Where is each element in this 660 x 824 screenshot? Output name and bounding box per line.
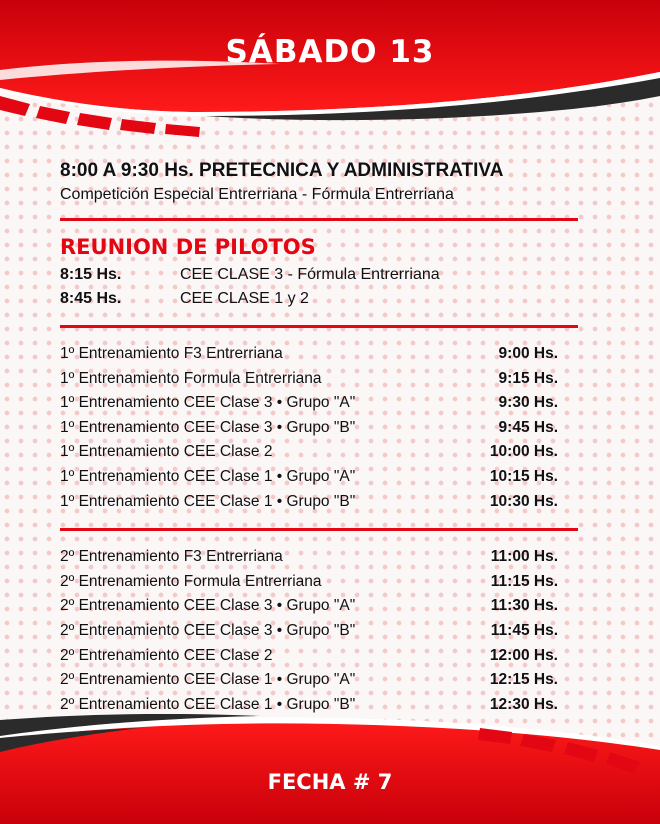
top-banner (0, 0, 660, 140)
session-label: 2º Entrenamiento CEE Clase 2 (60, 646, 273, 664)
session-time: 10:30 Hs. (489, 492, 558, 510)
session-time: 11:00 Hs. (490, 548, 558, 566)
session-label: 2º Entrenamiento CEE Clase 3 • Grupo "A" (60, 597, 356, 615)
session-label: 2º Entrenamiento CEE Clase 1 • Grupo "B" (60, 695, 356, 713)
session-row (60, 490, 558, 515)
session-row (60, 570, 558, 595)
session-label: 1º Entrenamiento F3 Entrerriana (60, 345, 283, 362)
session-time: 10:00 Hs. (489, 443, 558, 461)
schedule-content (60, 160, 558, 717)
session-label: 1º Entrenamiento CEE Clase 1 • Grupo "B" (60, 492, 356, 510)
session-time: 9:30 Hs. (498, 394, 558, 412)
session-time: 9:45 Hs. (498, 418, 558, 436)
session-label: 2º Entrenamiento CEE Clase 1 • Grupo "A" (60, 671, 356, 689)
first-training-list (60, 342, 558, 514)
session-label: 2º Entrenamiento CEE Clase 3 • Grupo "B" (60, 621, 356, 639)
session-time: 12:15 Hs. (489, 671, 558, 689)
session-time: 11:45 Hs. (490, 621, 558, 639)
session-time: 12:30 Hs. (489, 695, 558, 713)
session-row (60, 342, 558, 367)
section-divider (60, 528, 578, 531)
session-row (60, 391, 558, 416)
session-time: 11:30 Hs. (490, 597, 558, 615)
pretecnica-headline: 8:00 A 9:30 Hs. PRETECNICA Y ADMINISTRATIVA (60, 160, 504, 181)
session-label: 1º Entrenamiento CEE Clase 3 • Grupo "A" (60, 394, 356, 412)
session-label: 1º Entrenamiento Formula Entrerriana (60, 369, 322, 387)
session-time: 11:15 Hs. (490, 572, 558, 590)
second-training-list (60, 545, 558, 717)
top-banner-graphic (0, 0, 660, 140)
session-row (60, 367, 558, 392)
meeting-time: 8:15 Hs. (60, 266, 122, 283)
session-row (60, 465, 558, 490)
meeting-row (60, 263, 558, 287)
section-divider (60, 218, 578, 221)
session-row (60, 668, 558, 693)
session-row (60, 619, 558, 644)
session-label: 1º Entrenamiento CEE Clase 2 (60, 443, 273, 461)
session-time: 12:00 Hs. (489, 646, 558, 664)
meeting-row (60, 287, 558, 311)
reunion-title: REUNION DE PILOTOS (60, 235, 316, 259)
footer-fecha: FECHA # 7 (267, 770, 393, 794)
meeting-label: CEE CLASE 1 y 2 (180, 290, 309, 307)
bottom-banner (0, 714, 660, 824)
session-label: 2º Entrenamiento Formula Entrerriana (60, 572, 322, 590)
session-label: 2º Entrenamiento F3 Entrerriana (60, 548, 283, 566)
bottom-banner-graphic (0, 714, 660, 824)
session-row (60, 644, 558, 669)
section-divider (60, 325, 578, 328)
session-row (60, 545, 558, 570)
session-label: 1º Entrenamiento CEE Clase 3 • Grupo "B" (60, 418, 356, 436)
session-row (60, 440, 558, 465)
session-time: 9:15 Hs. (498, 369, 558, 387)
session-time: 9:00 Hs. (498, 345, 558, 362)
session-label: 1º Entrenamiento CEE Clase 1 • Grupo "A" (60, 467, 356, 485)
pretecnica-subtitle: Competición Especial Entrerriana - Fórmula Entrerriana (60, 186, 454, 203)
session-row (60, 416, 558, 441)
page-title: SÁBADO 13 (225, 34, 435, 70)
meeting-label: CEE CLASE 3 - Fórmula Entrerriana (180, 266, 440, 283)
session-time: 10:15 Hs. (489, 467, 558, 485)
session-row (60, 594, 558, 619)
meeting-time: 8:45 Hs. (60, 290, 122, 307)
